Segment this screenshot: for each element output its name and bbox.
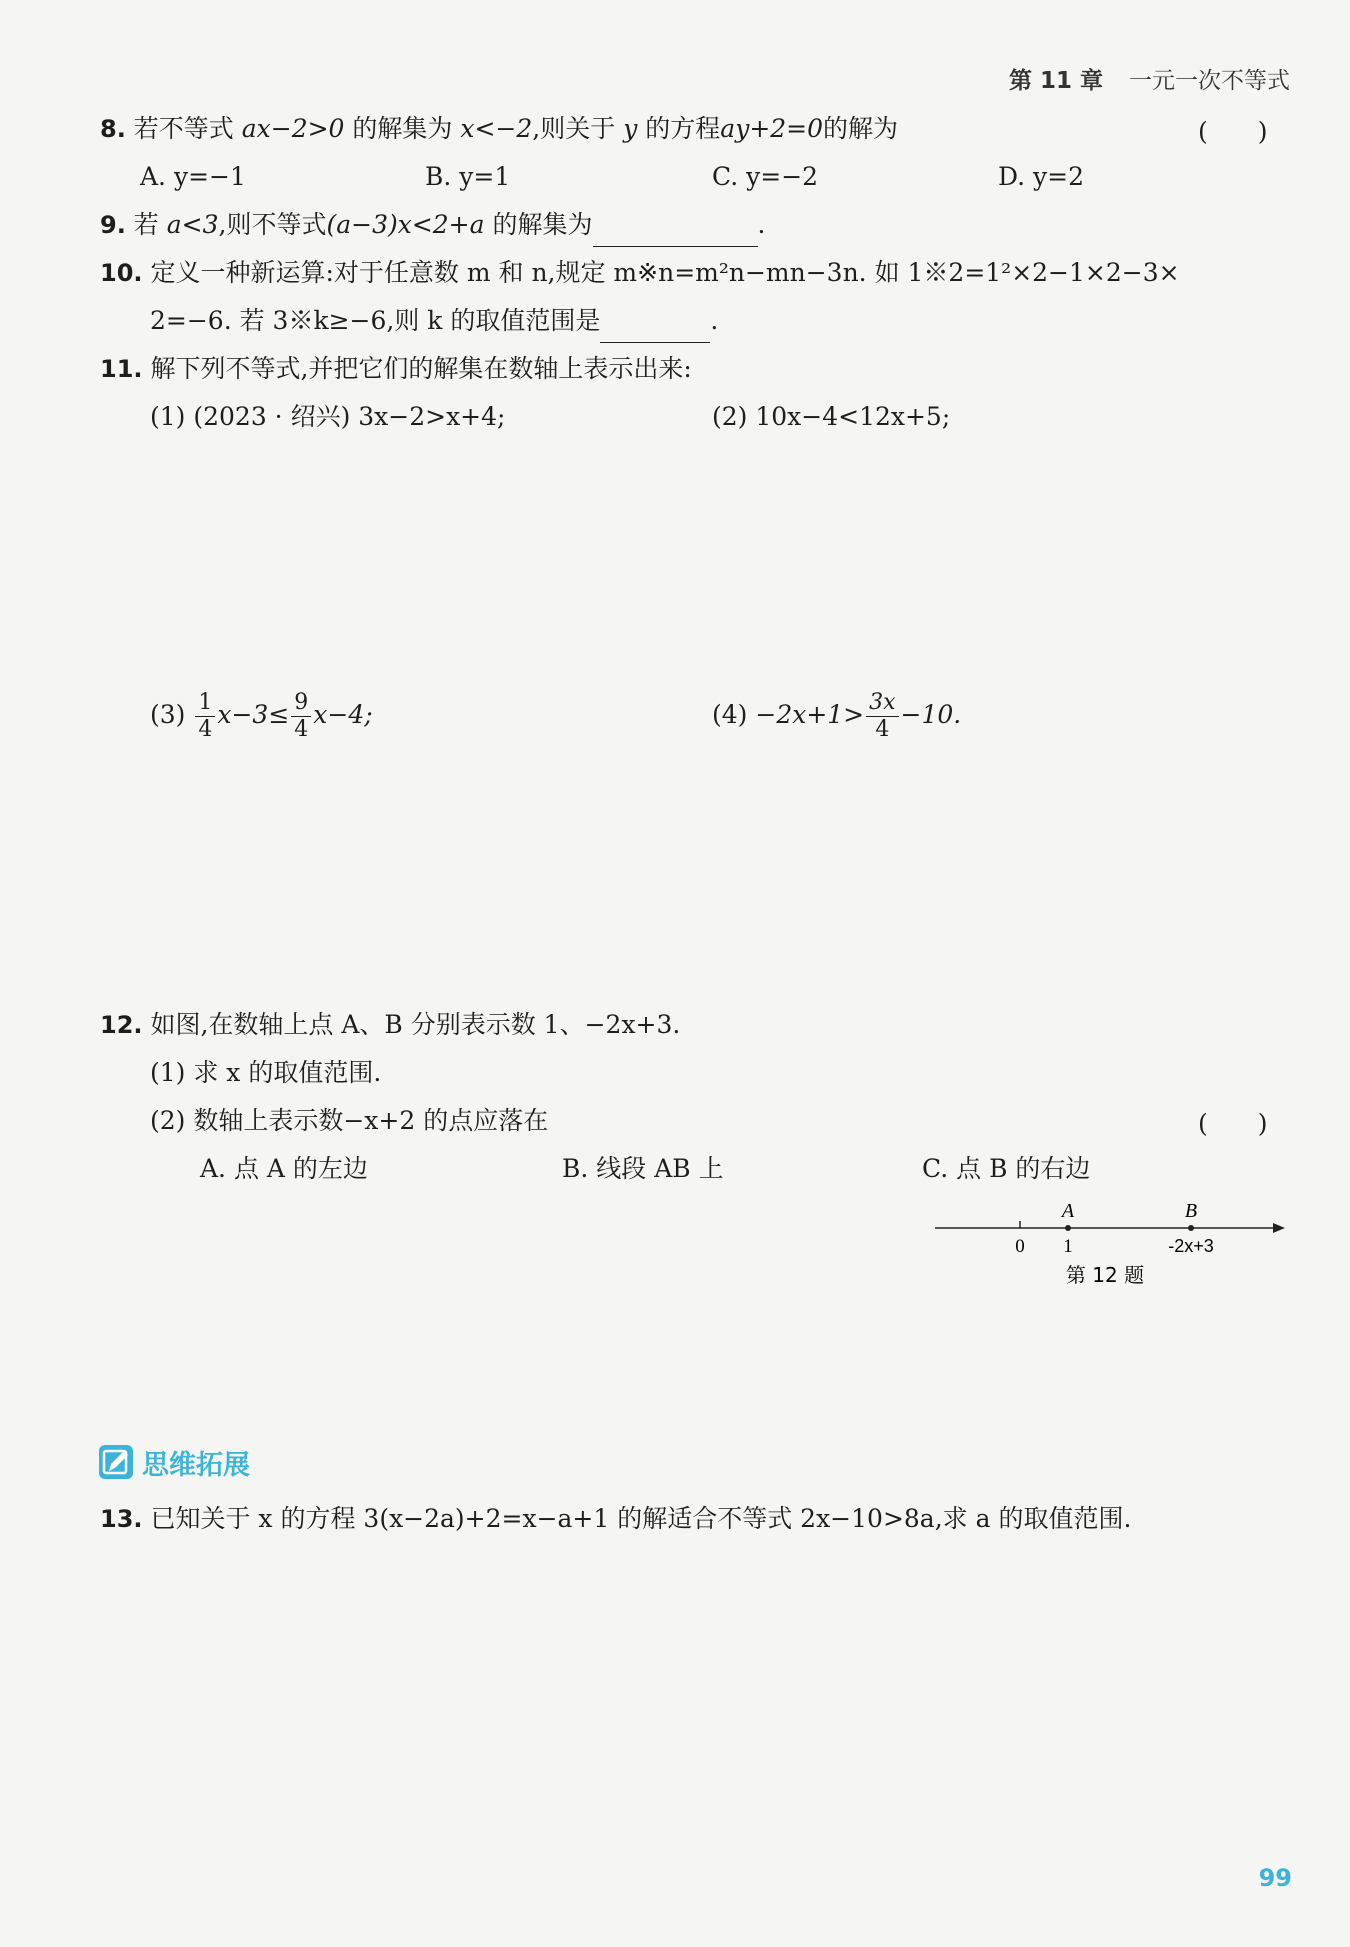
question-text: 的解为 bbox=[823, 114, 899, 143]
math-expression: −2x+1> bbox=[755, 700, 865, 729]
answer-paren-12: ( ) bbox=[1198, 1109, 1268, 1138]
question-number: 13. bbox=[100, 1505, 143, 1533]
subquestion-label: (4) bbox=[712, 700, 748, 729]
chapter-header bbox=[1009, 62, 1290, 95]
section-header bbox=[98, 1444, 250, 1480]
point-b bbox=[1188, 1225, 1194, 1231]
question-number: 9. bbox=[100, 211, 126, 239]
chapter-number: 第 11 章 bbox=[1008, 68, 1103, 94]
question-number: 12. bbox=[100, 1011, 143, 1039]
fraction-numerator: 1 bbox=[195, 690, 215, 717]
option-a: A. 点 A 的左边 bbox=[200, 1154, 368, 1183]
question-12 bbox=[100, 1008, 680, 1042]
page-number: 99 bbox=[1258, 1864, 1292, 1892]
fraction bbox=[195, 690, 215, 743]
tick-label-one: 1 bbox=[1063, 1236, 1073, 1257]
question-8 bbox=[100, 112, 898, 146]
question-text: . bbox=[757, 210, 766, 239]
option-d: D. y=2 bbox=[998, 162, 1085, 191]
question-text: 如图,在数轴上点 A、B 分别表示数 1、−2x+3. bbox=[150, 1010, 681, 1039]
question-text: 已知关于 x 的方程 3(x−2a)+2=x−a+1 的解适合不等式 2x−10>8a,求 a 的取值范围. bbox=[150, 1504, 1132, 1533]
question-text: 若不等式 bbox=[133, 114, 234, 143]
answer-blank[interactable] bbox=[593, 212, 758, 247]
label-b: B bbox=[1184, 1200, 1198, 1222]
math-expression: (a−3)x<2+a bbox=[326, 210, 485, 239]
option-b: B. 线段 AB 上 bbox=[562, 1154, 724, 1183]
question-13 bbox=[100, 1502, 1131, 1536]
point-a bbox=[1065, 1225, 1071, 1231]
fraction-numerator: 9 bbox=[291, 690, 311, 717]
subquestion-11-3 bbox=[150, 690, 373, 743]
fraction bbox=[866, 690, 898, 743]
answer-blank[interactable] bbox=[600, 308, 710, 343]
fraction-denominator: 4 bbox=[198, 717, 213, 742]
option-c: C. y=−2 bbox=[712, 162, 819, 191]
question-number: 11. bbox=[100, 355, 143, 383]
math-variable: y bbox=[623, 114, 638, 143]
question-text: ,则不等式 bbox=[218, 210, 327, 239]
tick-label-b: -2x+3 bbox=[1168, 1236, 1214, 1256]
tick-label-zero: 0 bbox=[1015, 1236, 1025, 1257]
number-line-figure bbox=[930, 1192, 1290, 1288]
subquestion-11-1: (1) (2023 · 绍兴) 3x−2>x+4; bbox=[150, 402, 506, 431]
subquestion-label: (3) bbox=[150, 700, 186, 729]
question-text: 的解集为 bbox=[492, 210, 593, 239]
question-number: 10. bbox=[100, 259, 143, 287]
math-expression: x−3≤ bbox=[217, 700, 290, 729]
question-9 bbox=[100, 208, 765, 247]
figure-caption: 第 12 题 bbox=[1065, 1263, 1145, 1287]
option-b: B. y=1 bbox=[425, 162, 511, 191]
question-number: 8. bbox=[100, 115, 126, 143]
math-expression: x−4; bbox=[313, 700, 373, 729]
fraction-denominator: 4 bbox=[294, 717, 309, 742]
pencil-book-icon bbox=[98, 1444, 134, 1480]
question-text: 2=−6. 若 3※k≥−6,则 k 的取值范围是 bbox=[150, 306, 601, 335]
question-10 bbox=[100, 256, 1180, 290]
question-11 bbox=[100, 352, 692, 386]
subquestion-12-2: (2) 数轴上表示数−x+2 的点应落在 bbox=[150, 1106, 549, 1135]
fraction-numerator: 3x bbox=[866, 690, 898, 717]
question-text: 的解集为 bbox=[352, 114, 453, 143]
question-text: . bbox=[710, 306, 719, 335]
section-title: 思维拓展 bbox=[142, 1449, 250, 1481]
question-text: 解下列不等式,并把它们的解集在数轴上表示出来: bbox=[150, 354, 692, 383]
option-c: C. 点 B 的右边 bbox=[922, 1154, 1091, 1183]
fraction bbox=[291, 690, 311, 743]
subquestion-12-1: (1) 求 x 的取值范围. bbox=[150, 1058, 382, 1087]
question-text: 定义一种新运算:对于任意数 m 和 n,规定 m※n=m²n−mn−3n. 如 1※2=1²×2−1×2−3× bbox=[150, 258, 1180, 287]
math-expression: x<−2 bbox=[460, 114, 533, 143]
question-text: 的方程 bbox=[645, 114, 721, 143]
question-text: ,则关于 bbox=[532, 114, 616, 143]
fraction-denominator: 4 bbox=[875, 717, 890, 742]
label-a: A bbox=[1061, 1200, 1075, 1222]
answer-paren-8: ( ) bbox=[1198, 117, 1268, 146]
question-text: 若 bbox=[133, 210, 159, 239]
subquestion-11-4 bbox=[712, 690, 961, 743]
math-expression: −10. bbox=[900, 700, 962, 729]
chapter-title: 一元一次不等式 bbox=[1129, 68, 1290, 94]
math-expression: a<3 bbox=[166, 210, 219, 239]
subquestion-11-2: (2) 10x−4<12x+5; bbox=[712, 402, 951, 431]
arrow-head-icon bbox=[1273, 1223, 1285, 1233]
math-expression: ay+2=0 bbox=[720, 114, 824, 143]
question-10-line2 bbox=[150, 304, 718, 343]
math-expression: ax−2>0 bbox=[241, 114, 345, 143]
option-a: A. y=−1 bbox=[140, 162, 246, 191]
